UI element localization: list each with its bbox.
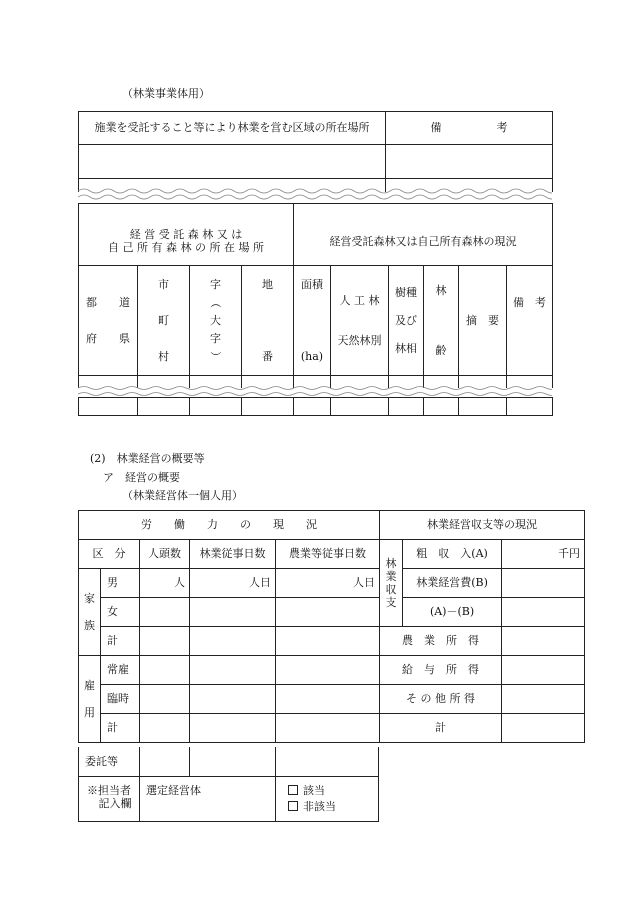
table-location-of-operations bbox=[78, 111, 553, 192]
col-remarks: 備 考 bbox=[507, 266, 553, 376]
label-employment-char: 用 bbox=[84, 706, 95, 719]
label-family bbox=[79, 569, 101, 656]
col-headcount: 人頭数 bbox=[140, 540, 190, 569]
label-forestry-balance-char: 支 bbox=[385, 596, 397, 610]
label-forestry-balance-char: 収 bbox=[385, 583, 397, 596]
checkbox-square-icon[interactable] bbox=[288, 785, 298, 795]
label-staff-entry bbox=[79, 776, 140, 821]
cell-outsourcing-headcount[interactable] bbox=[140, 747, 190, 776]
continuation-break bbox=[78, 187, 552, 201]
cell-outsourcing-agri-days[interactable] bbox=[276, 747, 379, 776]
cell-male-forestry-days[interactable]: 人日 bbox=[190, 569, 276, 598]
header-forest-status: 経営受託森林又は自己所有森林の現況 bbox=[294, 218, 553, 266]
cell-entry[interactable] bbox=[459, 398, 507, 416]
label-other-income: そ の 他 所 得 bbox=[380, 685, 502, 714]
caption-individual-entity: （林業経営体一個人用） bbox=[122, 489, 243, 502]
cell-male-headcount[interactable]: 人 bbox=[140, 569, 190, 598]
cell-entry[interactable] bbox=[389, 398, 424, 416]
cell-regular-forestry-days[interactable] bbox=[190, 656, 276, 685]
col-area bbox=[294, 266, 331, 376]
table-forest-status bbox=[78, 203, 553, 388]
cell-employment-total-forestry-days[interactable] bbox=[190, 714, 276, 743]
col-area-unit: (ha) bbox=[300, 350, 324, 364]
cell-regular-headcount[interactable] bbox=[140, 656, 190, 685]
unit-thousand-yen[interactable]: 千円 bbox=[502, 540, 585, 569]
checkbox-square-icon[interactable] bbox=[288, 801, 298, 811]
label-staff-entry-line1: ※担当者 bbox=[87, 783, 131, 797]
header-remarks: 備 考 bbox=[386, 112, 553, 145]
label-selected-entity-text: 選定経営体 bbox=[146, 783, 201, 797]
col-aza-char: 大 bbox=[210, 313, 221, 327]
label-employment-char: 雇 bbox=[84, 678, 95, 692]
cell-salary-income-value[interactable] bbox=[502, 656, 585, 685]
cell-family-total-headcount[interactable] bbox=[140, 627, 190, 656]
cell-net-value[interactable] bbox=[502, 598, 585, 627]
col-aza-char: 字 bbox=[210, 277, 221, 291]
cell-female-forestry-days[interactable] bbox=[190, 598, 276, 627]
cell-outsourcing-forestry-days[interactable] bbox=[190, 747, 276, 776]
row-label-regular: 常雇 bbox=[101, 656, 140, 685]
col-lot-number-char: 番 bbox=[262, 350, 273, 364]
cell-agri-income-value[interactable] bbox=[502, 627, 585, 656]
label-gross-income: 粗 収 入(A) bbox=[403, 540, 502, 569]
cell-family-total-agri-days[interactable] bbox=[276, 627, 380, 656]
checkbox-not-applicable-label: 非該当 bbox=[303, 799, 336, 813]
col-species-line: 樹種 bbox=[395, 285, 417, 299]
header-labor-status: 労 働 力 の 現 況 bbox=[79, 511, 380, 540]
header-forest-location-line2: 自 己 所 有 森 林 の 所 在 場 所 bbox=[108, 241, 264, 255]
cell-entry[interactable] bbox=[294, 398, 331, 416]
label-forestry-balance-char: 業 bbox=[385, 569, 397, 583]
subheading-management-summary: ア 経営の概要 bbox=[103, 471, 180, 484]
cell-temporary-forestry-days[interactable] bbox=[190, 685, 276, 714]
col-aza-char: 字 bbox=[210, 332, 221, 346]
cell-regular-agri-days[interactable] bbox=[276, 656, 380, 685]
cell-income-total-value[interactable] bbox=[502, 714, 585, 743]
cell-female-agri-days[interactable] bbox=[276, 598, 380, 627]
row-label-female: 女 bbox=[101, 598, 140, 627]
col-municipality-char: 町 bbox=[158, 313, 169, 327]
col-aza-char: ） bbox=[209, 351, 223, 363]
row-label-outsourcing: 委託等 bbox=[79, 747, 140, 776]
col-stand-age-char: 林 bbox=[435, 283, 447, 297]
header-forest-location-line1: 経 営 受 託 森 林 又 は bbox=[129, 228, 243, 242]
col-lot-number bbox=[242, 266, 294, 376]
label-income-total: 計 bbox=[380, 714, 502, 743]
cell-entry[interactable] bbox=[190, 398, 242, 416]
header-income-status: 林業経営収支等の現況 bbox=[380, 511, 585, 540]
header-forest-location bbox=[79, 218, 294, 266]
cell-entry[interactable] bbox=[424, 398, 459, 416]
col-forest-type bbox=[331, 266, 389, 376]
cell-remarks-entry[interactable] bbox=[386, 145, 553, 179]
checkbox-group bbox=[276, 776, 379, 821]
checkbox-applicable[interactable] bbox=[288, 784, 378, 797]
row-label-temporary: 臨時 bbox=[101, 685, 140, 714]
cell-entry[interactable] bbox=[138, 398, 190, 416]
col-prefecture bbox=[79, 266, 138, 376]
col-stand-age bbox=[424, 266, 459, 376]
col-municipality bbox=[138, 266, 190, 376]
col-municipality-char: 村 bbox=[158, 350, 169, 364]
row-label-male: 男 bbox=[101, 569, 140, 598]
cell-entry[interactable] bbox=[242, 398, 294, 416]
cell-female-headcount[interactable] bbox=[140, 598, 190, 627]
row-label-employment-total: 計 bbox=[101, 714, 140, 743]
label-forestry-balance-char: 林 bbox=[385, 556, 397, 570]
row-label-family-total: 計 bbox=[101, 627, 140, 656]
label-selected-entity bbox=[140, 776, 276, 821]
label-agri-income: 農 業 所 得 bbox=[380, 627, 502, 656]
col-area-label: 面積 bbox=[301, 277, 323, 291]
col-prefecture-line2: 府 県 bbox=[86, 331, 130, 345]
cell-employment-total-headcount[interactable] bbox=[140, 714, 190, 743]
cell-male-agri-days[interactable]: 人日 bbox=[276, 569, 380, 598]
section-heading-management-overview: (2) 林業経営の概要等 bbox=[90, 452, 205, 465]
col-species bbox=[389, 266, 424, 376]
col-stand-age-char: 齢 bbox=[435, 344, 447, 358]
col-municipality-char: 市 bbox=[158, 277, 169, 291]
cell-entry[interactable] bbox=[79, 398, 138, 416]
cell-entry[interactable] bbox=[507, 398, 553, 416]
cell-entry[interactable] bbox=[331, 398, 389, 416]
label-salary-income: 給 与 所 得 bbox=[380, 656, 502, 685]
col-forest-type-line1: 人 工 林 bbox=[339, 294, 380, 308]
col-summary: 摘 要 bbox=[459, 266, 507, 376]
table-forest-status-tail bbox=[78, 397, 553, 416]
cell-expenses-value[interactable] bbox=[502, 569, 585, 598]
checkbox-applicable-label: 該当 bbox=[303, 783, 325, 797]
header-location-of-operations: 施業を受託すること等により林業を営む区域の所在場所 bbox=[79, 112, 386, 145]
col-species-line: 林相 bbox=[395, 342, 417, 356]
label-family-char: 族 bbox=[84, 619, 95, 632]
cell-location-entry[interactable] bbox=[79, 145, 386, 179]
col-forestry-days: 林業従事日数 bbox=[190, 540, 276, 569]
cell-employment-total-agri-days[interactable] bbox=[276, 714, 380, 743]
caption-forestry-business: （林業事業体用） bbox=[122, 87, 210, 100]
cell-temporary-headcount[interactable] bbox=[140, 685, 190, 714]
col-aza bbox=[190, 266, 242, 376]
col-prefecture-line1: 都 道 bbox=[86, 296, 130, 310]
table-outsourcing-and-staff bbox=[78, 747, 379, 822]
label-family-char: 家 bbox=[84, 591, 95, 605]
checkbox-not-applicable[interactable] bbox=[288, 800, 378, 813]
col-forest-type-line2: 天然林別 bbox=[337, 333, 382, 347]
cell-other-income-value[interactable] bbox=[502, 685, 585, 714]
label-staff-entry-line2: 記入欄 bbox=[98, 796, 132, 810]
col-lot-number-char: 地 bbox=[262, 277, 273, 291]
cell-temporary-agri-days[interactable] bbox=[276, 685, 380, 714]
table-labor-and-income bbox=[78, 510, 585, 743]
col-category: 区 分 bbox=[79, 540, 140, 569]
continuation-break bbox=[78, 385, 552, 397]
cell-family-total-forestry-days[interactable] bbox=[190, 627, 276, 656]
label-forestry-expenses: 林業経営費(B) bbox=[403, 569, 502, 598]
col-species-line: 及び bbox=[395, 313, 417, 327]
label-net-income: (A)－(B) bbox=[403, 598, 502, 627]
col-aza-char: （ bbox=[209, 296, 223, 308]
col-agri-days: 農業等従事日数 bbox=[276, 540, 380, 569]
label-employment bbox=[79, 656, 101, 743]
label-forestry-balance bbox=[380, 540, 403, 627]
